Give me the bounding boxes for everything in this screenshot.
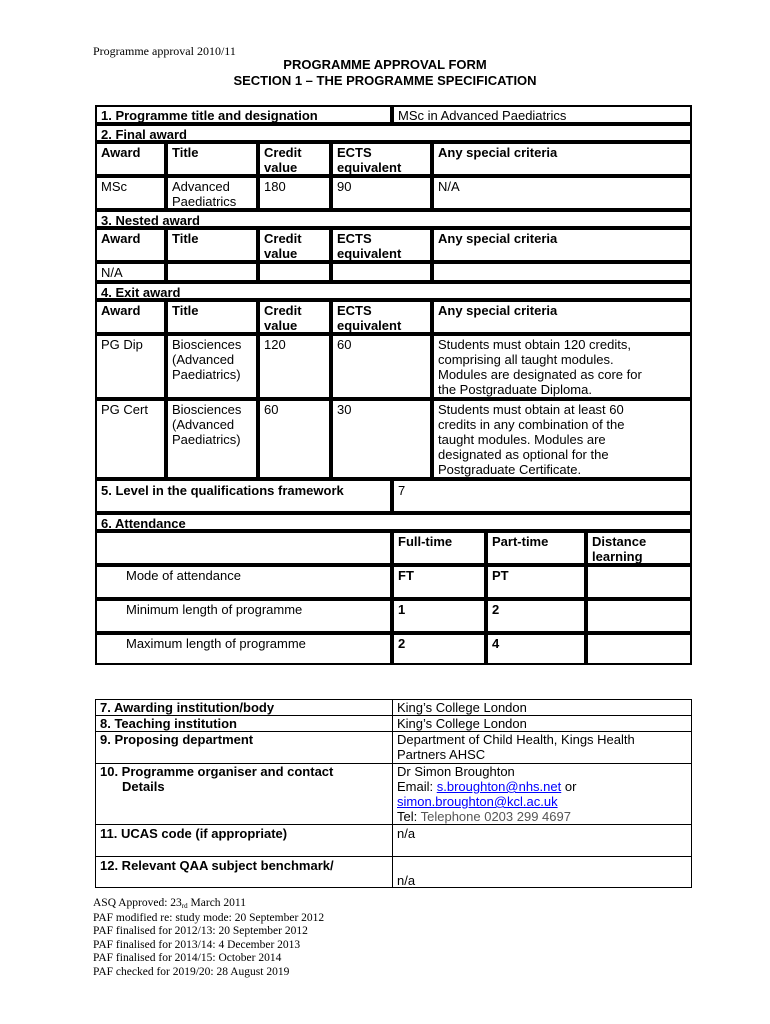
- col-ects: ECTS equivalent: [331, 142, 432, 176]
- qaa-label: 12. Relevant QAA subject benchmark/: [95, 856, 393, 888]
- proposing-department-label: 9. Proposing department: [95, 731, 393, 764]
- tel-value: Telephone 0203 299 4697: [420, 809, 571, 824]
- exit-award-cell: PG Cert: [95, 399, 166, 479]
- organiser-email-line: [397, 779, 687, 794]
- attendance-mode-pt: PT: [486, 565, 586, 599]
- email-or: or: [561, 779, 577, 794]
- nested-col-title: Title: [166, 228, 258, 262]
- email-link-kcl[interactable]: simon.broughton@kcl.ac.uk: [397, 794, 558, 809]
- exit-col-title: Title: [166, 300, 258, 334]
- proposing-department-value: Department of Child Health, Kings Health Partners AHSC: [392, 731, 692, 764]
- exit-ects-cell: 60: [331, 334, 432, 399]
- exit-col-ects: ECTS equivalent: [331, 300, 432, 334]
- footer-asq: [93, 897, 324, 912]
- final-title-cell: Advanced Paediatrics: [166, 176, 258, 210]
- level-label: 5. Level in the qualifications framework: [95, 479, 392, 513]
- final-credit-cell: 180: [258, 176, 331, 210]
- attendance-mode-label: Mode of attendance: [95, 565, 392, 599]
- footer-line: PAF finalised for 2013/14: 4 December 2013: [93, 938, 301, 951]
- exit-credit-cell: 60: [258, 399, 331, 479]
- footer-line: PAF checked for 2019/20: 28 August 2019: [93, 965, 290, 978]
- awarding-institution-label: 7. Awarding institution/body: [95, 699, 393, 716]
- exit-special-cell: Students must obtain 120 credits, comprising all taught modules. Modules are designated as core for the Postgraduate Diploma.: [432, 334, 692, 399]
- attendance-max-dl: [586, 633, 692, 665]
- nested-col-ects: ECTS equivalent: [331, 228, 432, 262]
- col-credit: Credit value: [258, 142, 331, 176]
- nested-award-cell: N/A: [95, 262, 166, 282]
- level-value: 7: [392, 479, 692, 513]
- exit-award-label: 4. Exit award: [95, 282, 692, 300]
- attendance-min-ft: 1: [392, 599, 486, 633]
- teaching-institution-label: 8. Teaching institution: [95, 715, 393, 732]
- organiser-value: [392, 763, 692, 825]
- footer-line: PAF modified re: study mode: 20 September 2012: [93, 911, 325, 924]
- exit-credit-cell: 120: [258, 334, 331, 399]
- attendance-mode-ft: FT: [392, 565, 486, 599]
- attendance-max-ft: 2: [392, 633, 486, 665]
- organiser-label-line1: 10. Programme organiser and contact: [100, 764, 334, 779]
- final-award-cell: MSc: [95, 176, 166, 210]
- exit-col-award: Award: [95, 300, 166, 334]
- programme-title-label: 1. Programme title and designation: [95, 105, 392, 124]
- nested-special-cell: [432, 262, 692, 282]
- attendance-min-pt: 2: [486, 599, 586, 633]
- exit-ects-cell: 30: [331, 399, 432, 479]
- exit-title-cell: Biosciences (Advanced Paediatrics): [166, 399, 258, 479]
- col-distance-learning: Distance learning: [586, 531, 692, 565]
- attendance-mode-dl: [586, 565, 692, 599]
- nested-col-award: Award: [95, 228, 166, 262]
- exit-title-cell: Biosciences (Advanced Paediatrics): [166, 334, 258, 399]
- col-title: Title: [166, 142, 258, 176]
- form-title: PROGRAMME APPROVAL FORM: [283, 57, 487, 72]
- exit-special-cell: Students must obtain at least 60 credits in any combination of the taught modules. Modules are designated as optional for the Postgraduate Certificate.: [432, 399, 692, 479]
- qaa-value: n/a: [392, 856, 692, 888]
- nested-col-credit: Credit value: [258, 228, 331, 262]
- organiser-label-line2: Details: [122, 779, 165, 794]
- organiser-label: [95, 763, 393, 825]
- awarding-institution-value: King’s College London: [392, 699, 692, 716]
- section-title: SECTION 1 – THE PROGRAMME SPECIFICATION: [233, 73, 537, 88]
- final-special-cell: N/A: [432, 176, 692, 210]
- ucas-label: 11. UCAS code (if appropriate): [95, 824, 393, 857]
- footer-notes: [93, 897, 324, 979]
- attendance-header-blank: [95, 531, 392, 565]
- footer-asq-prefix: ASQ Approved: 23: [93, 897, 182, 909]
- teaching-institution-value: King’s College London: [392, 715, 692, 732]
- header-note: Programme approval 2010/11: [93, 44, 236, 58]
- organiser-name: Dr Simon Broughton: [397, 764, 515, 779]
- organiser-tel-line: [397, 809, 687, 824]
- nested-title-cell: [166, 262, 258, 282]
- nested-col-special: Any special criteria: [432, 228, 692, 262]
- nested-credit-cell: [258, 262, 331, 282]
- attendance-max-label: Maximum length of programme: [95, 633, 392, 665]
- exit-col-special: Any special criteria: [432, 300, 692, 334]
- footer-line: PAF finalised for 2012/13: 20 September 2012: [93, 925, 308, 937]
- final-award-label: 2. Final award: [95, 124, 692, 142]
- attendance-min-dl: [586, 599, 692, 633]
- organiser-email-line2: [397, 794, 687, 809]
- footer-asq-suffix: March 2011: [187, 897, 246, 909]
- programme-title-value: MSc in Advanced Paediatrics: [392, 105, 692, 124]
- col-part-time: Part-time: [486, 531, 586, 565]
- attendance-min-label: Minimum length of programme: [95, 599, 392, 633]
- nested-ects-cell: [331, 262, 432, 282]
- footer-line: PAF finalised for 2014/15: October 2014: [93, 952, 282, 964]
- footer-asq-sup: rd: [181, 902, 188, 910]
- col-special: Any special criteria: [432, 142, 692, 176]
- attendance-label: 6. Attendance: [95, 513, 692, 531]
- exit-award-cell: PG Dip: [95, 334, 166, 399]
- attendance-max-pt: 4: [486, 633, 586, 665]
- ucas-value: n/a: [392, 824, 692, 857]
- email-prefix: Email:: [397, 779, 437, 794]
- col-award: Award: [95, 142, 166, 176]
- nested-award-label: 3. Nested award: [95, 210, 692, 228]
- final-ects-cell: 90: [331, 176, 432, 210]
- col-full-time: Full-time: [392, 531, 486, 565]
- tel-prefix: Tel:: [397, 809, 421, 824]
- email-link-nhs[interactable]: s.broughton@nhs.net: [436, 779, 562, 794]
- exit-col-credit: Credit value: [258, 300, 331, 334]
